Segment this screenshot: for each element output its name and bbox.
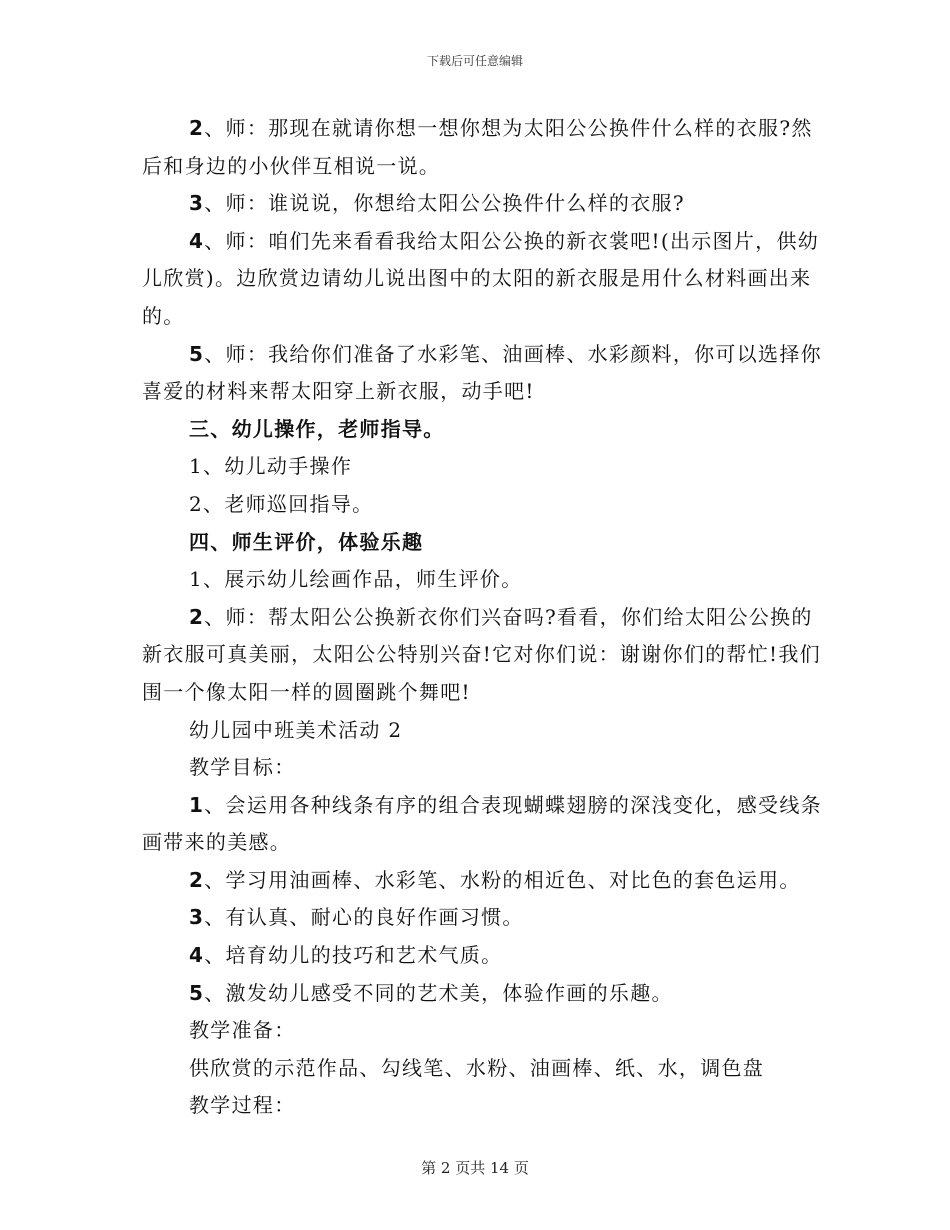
paragraph-text: 、会运用各种线条有序的组合表现蝴蝶翅膀的深浅变化，感受线条画带来的美感。 [142, 792, 822, 855]
item-number: 5 [189, 980, 205, 1005]
goal-item [142, 862, 822, 900]
paragraph-text: 、师：那现在就请你想一想你想为太阳公公换件什么样的衣服?然后和身边的小伙伴互相说一说。 [142, 116, 813, 178]
goal-item [142, 899, 822, 937]
paragraph-text: 、学习用油画棒、水彩笔、水粉的相近色、对比色的套色运用。 [204, 867, 801, 892]
item-number: 3 [189, 905, 205, 930]
section-heading-4: 四、师生评价，体验乐趣 [189, 529, 424, 554]
paragraph-text: 、激发幼儿感受不同的艺术美，体验作画的乐趣。 [204, 980, 673, 1005]
item-number: 4 [189, 228, 205, 253]
list-item: 2、老师巡回指导。 [189, 491, 374, 516]
teaching-prep-label: 教学准备： [189, 1018, 296, 1043]
section-heading-3: 三、幼儿操作，老师指导。 [189, 416, 445, 441]
teaching-prep-text: 供欣赏的示范作品、勾线笔、水粉、油画棒、纸、水，调色盘 [189, 1055, 765, 1080]
item-number: 5 [189, 341, 205, 366]
paragraph-text: 、师：帮太阳公公换新衣你们兴奋吗?看看，你们给太阳公公换的新衣服可真美丽，太阳公公特别兴奋!它对你们说：谢谢你们的帮忙!我们围一个像太阳一样的圆圈跳个舞吧! [142, 604, 821, 704]
item-number: 2 [189, 604, 205, 629]
paragraph-item-4 [142, 223, 822, 336]
teaching-goals-label: 教学目标： [189, 755, 296, 780]
paragraph-item-2 [142, 110, 822, 185]
paragraph-text: 、师：谁说说，你想给太阳公公换件什么样的衣服? [204, 191, 685, 216]
page-header: 下载后可任意编辑 [426, 54, 523, 68]
paragraph-text: 、师：我给你们准备了水彩笔、油画棒、水彩颜料，你可以选择你喜爱的材料来帮太阳穿上新衣服，动手吧! [142, 341, 822, 404]
goal-item [142, 975, 822, 1013]
activity-title: 幼儿园中班美术活动 2 [189, 717, 403, 742]
paragraph-text: 、师：咱们先来看看我给太阳公公换的新衣裳吧!(出示图片，供幼儿欣赏)。边欣赏边请幼儿说出图中的太阳的新衣服是用什么材料画出来的。 [142, 228, 820, 328]
item-number: 1 [189, 792, 205, 817]
paragraph-text: 、培育幼儿的技巧和艺术气质。 [204, 943, 503, 968]
goal-item [142, 937, 822, 975]
goal-item [142, 787, 822, 862]
teaching-process-label: 教学过程： [189, 1093, 296, 1118]
list-item: 1、展示幼儿绘画作品，师生评价。 [189, 567, 523, 592]
document-body [142, 110, 822, 1125]
item-number: 2 [189, 867, 205, 892]
paragraph-item-2b [142, 599, 822, 712]
paragraph-item-5 [142, 336, 822, 411]
item-number: 4 [189, 943, 205, 968]
paragraph-text: 、有认真、耐心的良好作画习惯。 [204, 905, 524, 930]
page-footer: 第 2 页共 14 页 [421, 1159, 529, 1177]
item-number: 3 [189, 191, 205, 216]
item-number: 2 [189, 116, 205, 140]
list-item: 1、幼儿动手操作 [189, 454, 353, 479]
paragraph-item-3 [142, 185, 822, 223]
